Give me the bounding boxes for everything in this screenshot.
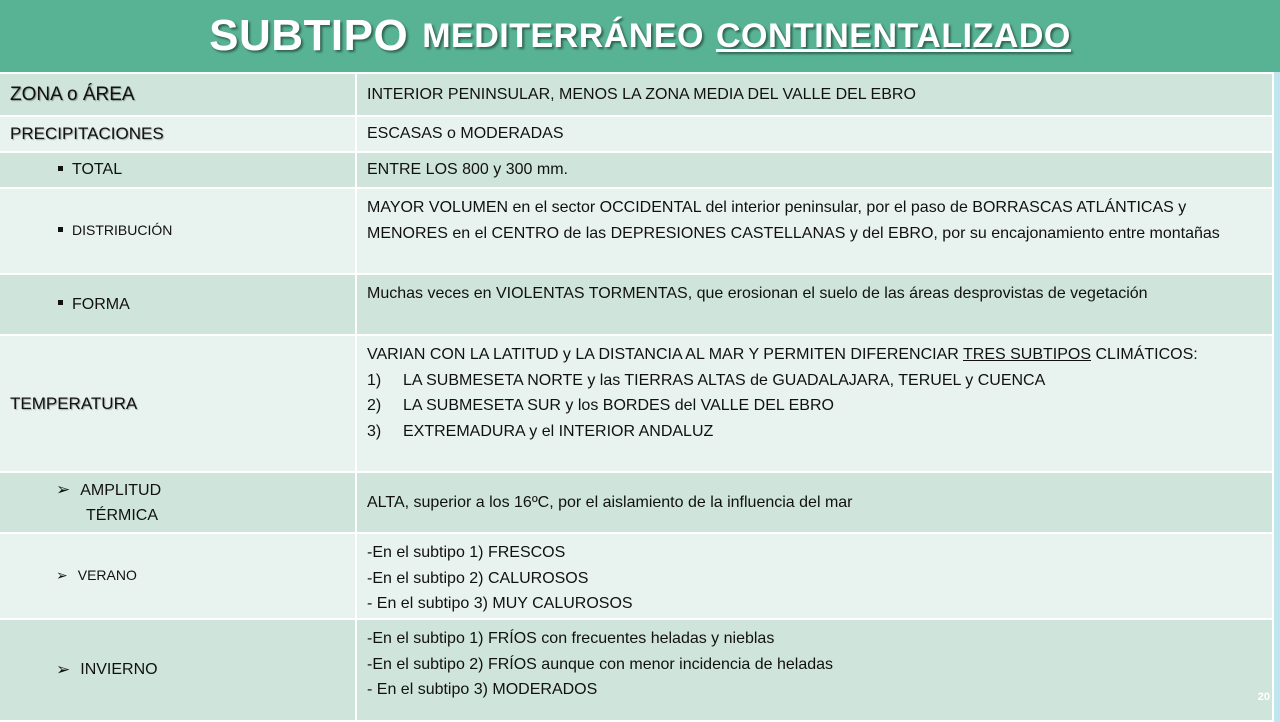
label-amplitud [0,473,357,534]
label-precipitaciones: PRECIPITACIONES [0,117,357,153]
value-invierno [357,620,1274,722]
label-verano-text: VERANO [77,567,137,584]
page-number: 20 [1257,691,1270,703]
list-item [367,419,1264,445]
value-total-text: ENTRE LOS 800 y 300 mm. [367,161,568,179]
value-verano [357,534,1274,620]
verano-line: -En el subtipo 1) FRESCOS [367,544,566,561]
value-verano-block [367,534,1264,617]
label-zona: ZONA o ÁREA [0,74,357,117]
label-distribucion-text: DISTRIBUCIÓN [72,222,173,239]
label-forma [0,275,357,336]
list-item-number: 1) [367,371,382,389]
value-distribucion [357,189,1274,275]
square-bullet-icon [58,227,63,232]
value-amplitud [357,473,1274,534]
label-distribucion [0,189,357,275]
value-distribucion-text: MAYOR VOLUMEN en el sector OCCIDENTAL del interior peninsular, por el paso de BORRASCAS ATLÁNTICAS y MENORES en el CENTRO de las DEPRESIONES CASTELLANAS y del EBRO, por su encajonamiento entre montañas [367,199,1220,242]
title-part-subtipo: SUBTIPO [209,11,409,60]
arrow-bullet-icon: ➢ [56,567,68,584]
temperatura-intro-text: VARIAN CON LA LATITUD y LA DISTANCIA AL MAR Y PERMITEN DIFERENCIAR [367,346,959,363]
value-amplitud-text: ALTA, superior a los 16ºC, por el aislamiento de la influencia del mar [367,493,853,511]
list-item-number: 2) [367,397,382,414]
temperatura-intro [367,336,1264,368]
invierno-line: -En el subtipo 2) FRÍOS aunque con menor incidencia de heladas [367,655,834,673]
value-zona [357,74,1274,117]
value-precipitaciones-text: ESCASAS o MODERADAS [367,125,564,143]
slide-title [0,0,1280,72]
verano-line: - En el subtipo 3) MUY CALUROSOS [367,595,633,612]
verano-line: -En el subtipo 2) CALUROSOS [367,569,589,587]
value-forma [357,275,1274,336]
label-amplitud-block [56,477,161,529]
title-part-mediterraneo: MEDITERRÁNEO [422,16,704,55]
label-forma-text: FORMA [72,295,130,313]
label-total-text: TOTAL [72,161,123,179]
temperatura-intro-end: CLIMÁTICOS: [1095,346,1198,363]
value-invierno-block [367,620,1264,703]
temperatura-intro-underlined: TRES SUBTIPOS [963,346,1092,363]
label-invierno [0,620,357,722]
label-invierno-text: INVIERNO [80,661,158,679]
square-bullet-icon [58,166,63,171]
list-item [367,393,1264,419]
title-part-continentalizado: CONTINENTALIZADO [715,16,1071,55]
climate-table [0,72,1274,720]
label-verano [0,534,357,620]
label-amplitud-line2: TÉRMICA [86,507,158,524]
value-total [357,153,1274,189]
label-temperatura: TEMPERATURA [0,336,357,473]
list-item-number: 3) [367,422,382,440]
list-item-text: EXTREMADURA y el INTERIOR ANDALUZ [403,422,714,440]
label-amplitud-line1: AMPLITUD [80,481,162,499]
value-temperatura [357,336,1274,473]
label-total [0,153,357,189]
value-zona-text: INTERIOR PENINSULAR, MENOS LA ZONA MEDIA DEL VALLE DEL EBRO [367,85,916,103]
list-item-text: LA SUBMESETA NORTE y las TIERRAS ALTAS de GUADALAJARA, TERUEL y CUENCA [403,371,1046,389]
value-precipitaciones [357,117,1274,153]
invierno-line: -En el subtipo 1) FRÍOS con frecuentes heladas y nieblas [367,630,775,647]
invierno-line: - En el subtipo 3) MODERADOS [367,681,598,698]
arrow-bullet-icon: ➢ [56,660,71,680]
arrow-bullet-icon: ➢ [56,479,71,499]
list-item-text: LA SUBMESETA SUR y los BORDES del VALLE DEL EBRO [403,397,834,414]
square-bullet-icon [58,300,63,305]
value-forma-text: Muchas veces en VIOLENTAS TORMENTAS, que erosionan el suelo de las áreas desprovistas de vegetación [367,285,1148,302]
list-item [367,368,1264,394]
